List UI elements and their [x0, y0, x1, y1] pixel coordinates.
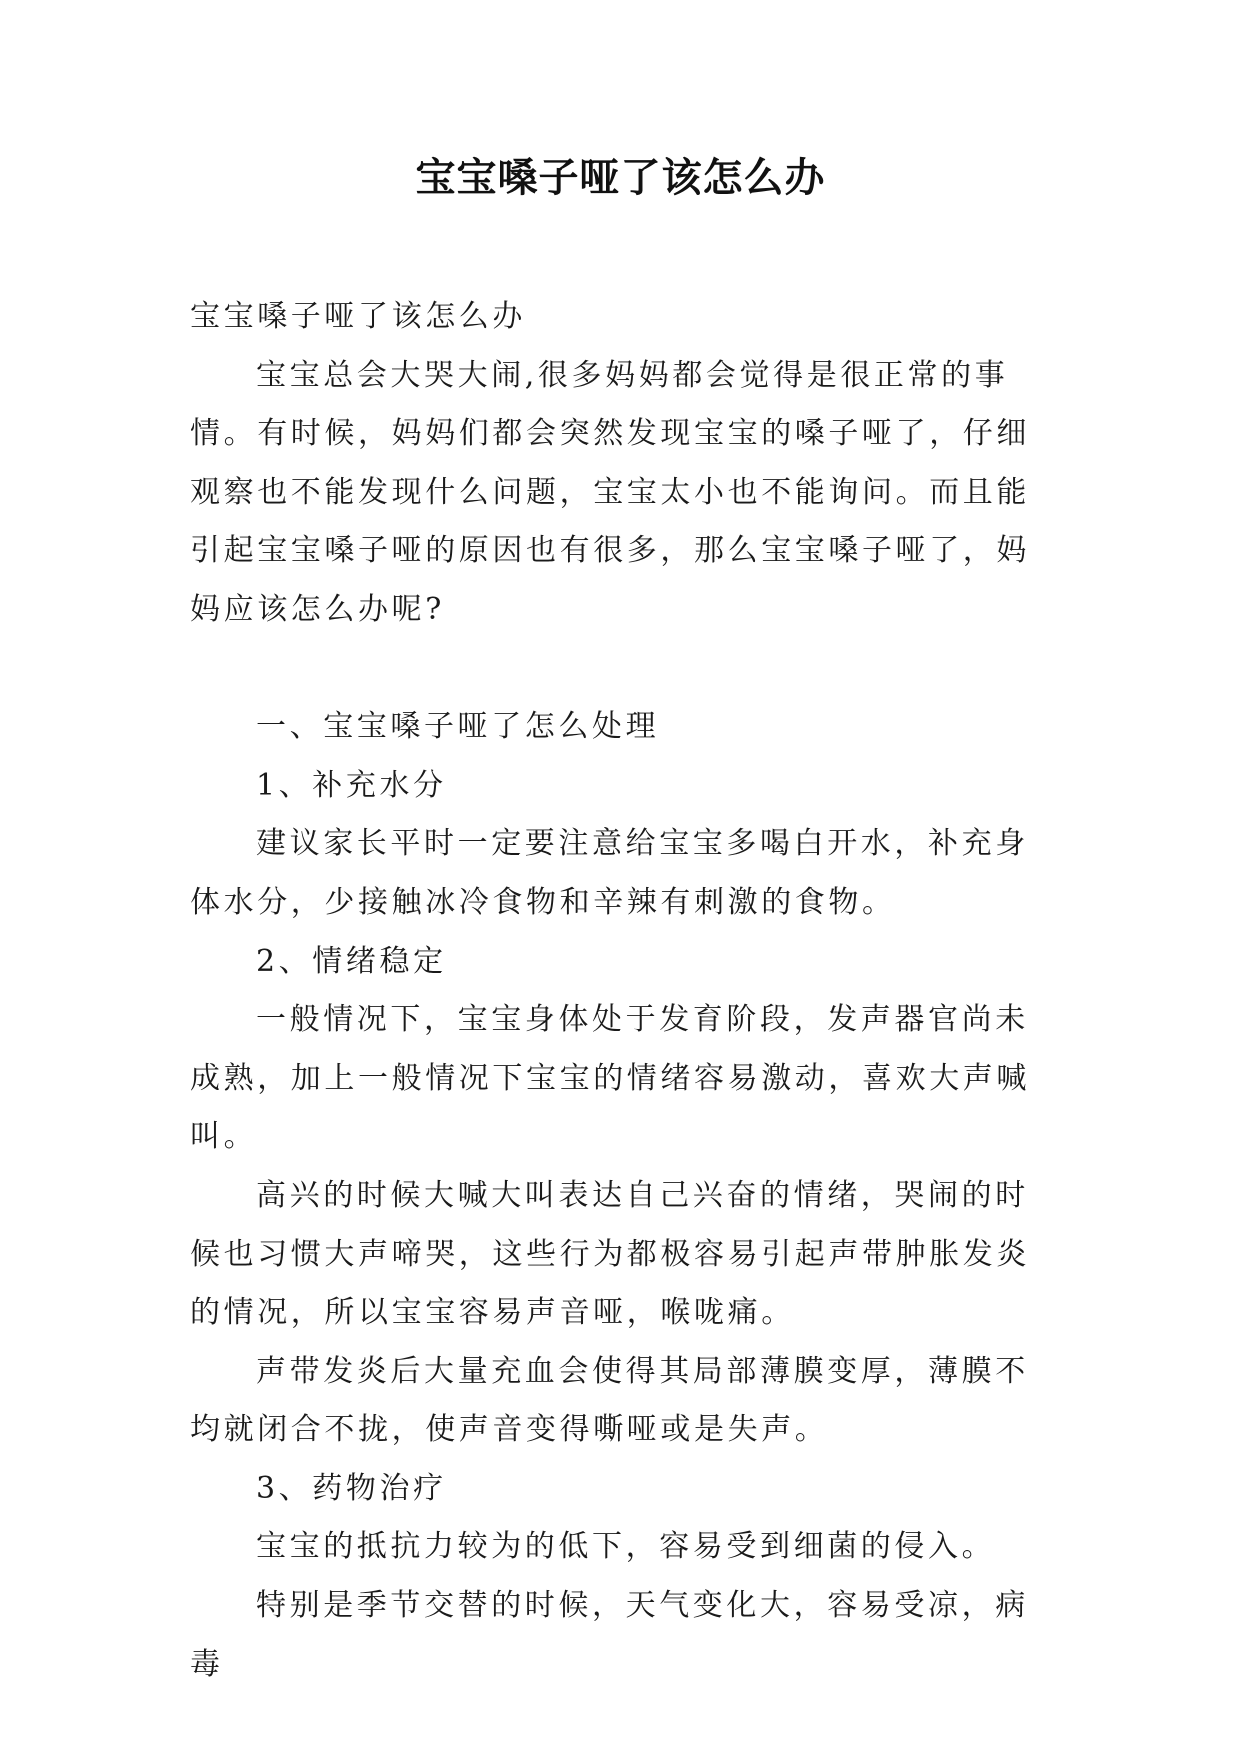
- paragraph-emotion-2: 高兴的时候大喊大叫表达自己兴奋的情绪，哭闹的时候也习惯大声啼哭，这些行为都极容易引起声带肿胀发炎的情况，所以宝宝容易声音哑，喉咙痛。: [190, 1177, 1030, 1331]
- section-heading: 一、宝宝嗓子哑了怎么处理: [256, 709, 660, 745]
- subheading-medication: 3、药物治疗: [256, 1470, 447, 1506]
- paragraph-spacer: [190, 640, 1060, 699]
- document-body: [190, 288, 1060, 1694]
- paragraph-hydration: 建议家长平时一定要注意给宝宝多喝白开水，补充身体水分，少接触冰冷食物和辛辣有刺激的食物。: [190, 826, 1029, 920]
- document-subtitle: 宝宝嗓子哑了该怎么办: [190, 299, 526, 334]
- paragraph-medication-1: 宝宝的抵抗力较为的低下，容易受到细菌的侵入。: [256, 1529, 996, 1565]
- paragraph-medication-2: 特别是季节交替的时候，天气变化大，容易受凉，病毒: [190, 1588, 1029, 1682]
- paragraph-emotion-1: 一般情况下，宝宝身体处于发育阶段，发声器官尚未成熟，加上一般情况下宝宝的情绪容易激动，喜欢大声喊叫。: [190, 1002, 1030, 1155]
- subheading-hydration: 1、补充水分: [256, 767, 447, 803]
- subheading-emotion: 2、情绪稳定: [256, 943, 447, 979]
- document-title: 宝宝嗓子哑了该怎么办: [415, 155, 826, 201]
- paragraph-emotion-3: 声带发炎后大量充血会使得其局部薄膜变厚，薄膜不均就闭合不拢，使声音变得嘶哑或是失声。: [190, 1353, 1029, 1448]
- intro-paragraph: 宝宝总会大哭大闹,很多妈妈都会觉得是很正常的事情。有时候，妈妈们都会突然发现宝宝的嗓子哑了，仔细观察也不能发现什么问题，宝宝太小也不能询问。而且能引起宝宝嗓子哑的原因也有很多，那么宝宝嗓子哑了，妈妈应该怎么办呢?: [190, 357, 1030, 627]
